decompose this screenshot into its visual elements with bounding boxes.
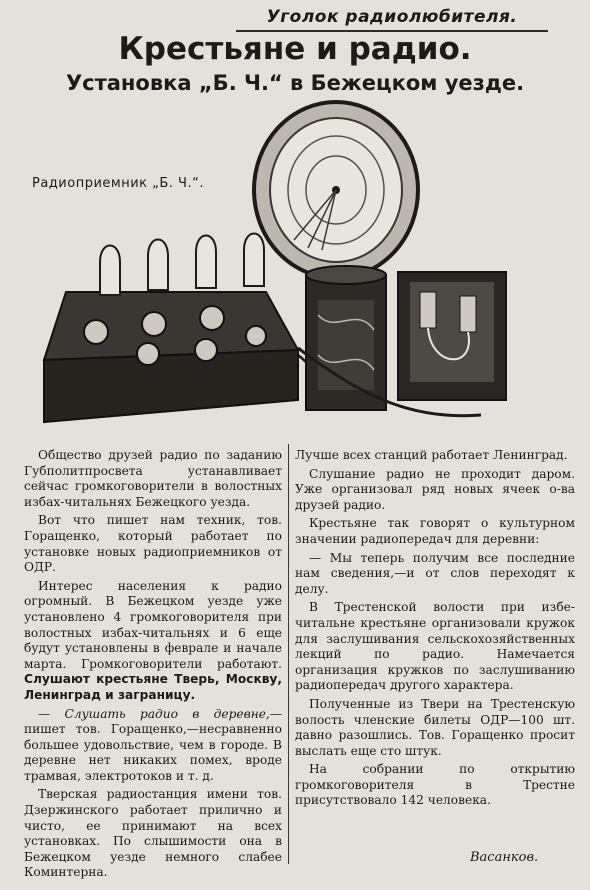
section-rubric: Уголок радиолюбителя. [236,4,548,32]
receiver-cabinet-drawing [44,292,298,422]
headphone-box-drawing [398,272,506,400]
radio-receiver-illustration [36,100,521,435]
paragraph: На собрании по открытию громкоговорителя в Трестне присутствовало 142 человека. [295,762,575,808]
paragraph: Слушание радио не проходит даром. Уже организовал ряд новых ячеек о-ва друзей радио. [295,466,575,512]
paragraph [24,707,282,785]
article-column-left [24,448,282,884]
paragraph-text: Интерес населения к радио огромный. В Бежецком уезде уже установлено 4 громкоговорителя при волостных избах-читальнях и 6 еще будут установлены в феврале и начале марта. Громкоговорители работают. [24,578,282,671]
paragraph: Вот что пишет нам техник, тов. Горащенко, который работает по установке новых радиоприемников от ОДР. [24,513,282,575]
paragraph: Общество друзей радио по заданию Губполитпросвета устанавливает сейчас громкоговорители в волостных избах-читальнях Бежецкого уезда. [24,448,282,509]
paragraph-text: — пишет тов. Горащенко,—несравненно большее удовольствие, чем в городе. В деревне нет никаких помех, вроде трамвая, электротоков и т. д. [24,706,282,783]
paragraph: Тверская радиостанция имени тов. Дзержинского работает прилично и чисто, ее принимают на всех установках. По слышимости она в Бежецком уезде немного слабее Коминтерна. [24,787,282,880]
paragraph: Полученные из Твери на Трестенскую волость членские билеты ОДР—100 шт. давно разошлись. Тов. Горащенко просит выслать еще сто штук. [295,696,575,758]
author-signature: Васанков. [470,850,539,865]
paragraph [24,579,282,704]
loudspeaker-drawing [254,102,418,278]
column-divider [288,444,289,864]
quote-lead: — Слушать радио в деревне, [38,706,270,721]
paragraph: — Мы теперь получим все последние нам сведения,—и от слов переходят к делу. [295,550,575,596]
article-column-right [295,448,575,812]
headline-title: Крестьяне и радио. [118,31,472,67]
paragraph: Крестьяне так говорят о культурном значении радиопередач для деревни: [295,516,575,546]
highlighted-sentence: Слушают крестьяне Тверь, Москву, Ленинград и заграницу. [24,672,282,702]
paragraph: В Трестенской волости при избе-читальне крестьяне организовали кружок для заслушивания сельскохозяйственных лекций по радио. Намечается организация кружков по заслушиванию радиопередач другого характера. [295,600,575,693]
speaker-base-drawing [306,266,386,410]
figure-caption: Радиоприемник „Б. Ч.“. [32,176,204,191]
paragraph: Лучше всех станций работает Ленинград. [295,448,568,462]
vacuum-tubes-drawing [100,234,264,296]
headline-subtitle: Установка „Б. Ч.“ в Бежецком уезде. [65,71,525,95]
